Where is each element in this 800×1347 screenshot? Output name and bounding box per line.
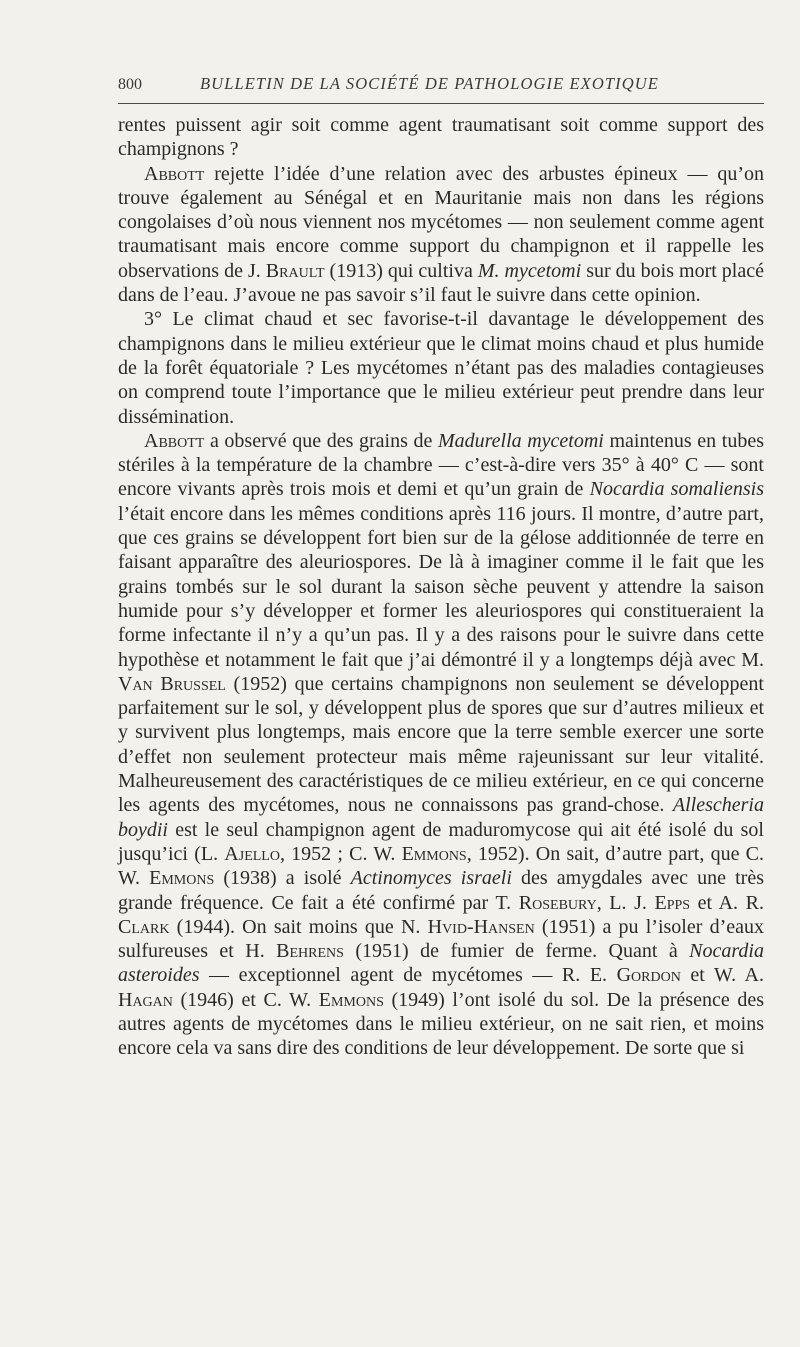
text-run: (1951) a pu l’isoler d’eaux sulfureuses et H. — [118, 915, 764, 963]
text-run: (1913) qui cultiva — [324, 259, 478, 282]
author-name: Brault — [265, 259, 325, 282]
text-run: — exceptionnel agent de mycétomes — R. E. — [199, 964, 617, 987]
text-run: sur du bois mort placé dans de l’eau. J’avoue ne pas savoir s’il faut le suivre dans cette opinion. — [118, 259, 764, 307]
text-run: maintenus en tubes stériles à la température de la chambre — c’est-à-dire vers 35° à 40° C — sont encore vivants après trois mois et demi et qu’un grain de — [118, 429, 764, 501]
author-name: Epps — [654, 891, 691, 914]
text-run: (1949) l’ont isolé du sol. De la présence des autres agents de mycétomes dans le milieu extérieur, on ne sait rien, et moins encore cela va sans dire des conditions de leur développement. De sorte que si — [118, 988, 764, 1060]
author-name: Emmons — [149, 867, 215, 890]
paragraph-2 — [118, 162, 764, 308]
author-name: Ajello — [224, 842, 280, 865]
text-run: , 1952). On sait, d’autre part, que C. W. — [118, 842, 764, 890]
author-name: Van Brussel — [118, 672, 226, 695]
text-run: , 1952 ; C. W. — [279, 842, 402, 865]
header-rule — [118, 103, 764, 104]
paragraph-3 — [118, 307, 764, 428]
text-run: , L. J. — [596, 891, 655, 914]
italic-text: M. mycetomi — [477, 259, 582, 282]
author-name: Clark — [118, 915, 170, 938]
text-run: (1946) et C. W. — [172, 988, 319, 1011]
text-run: rentes puissent agir soit comme agent traumatisant soit comme support des champignons ? — [118, 114, 764, 161]
author-name: Hvid-Hansen — [427, 915, 535, 938]
author-name: Hagan — [118, 988, 173, 1011]
paragraph-1 — [118, 113, 764, 162]
author-name: Abbott — [144, 429, 205, 452]
text-run: et W. A. — [680, 964, 765, 987]
author-name: Behrens — [276, 940, 344, 963]
author-name: Emmons — [401, 842, 467, 865]
body-text — [118, 113, 764, 1061]
italic-text: Allescheria boydii — [118, 794, 764, 841]
text-run: l’était encore dans les mêmes conditions après 116 jours. Il montre, d’autre part, que ces grains se développent fort bien sur de la gélose additionnée de terre en faisant apparaître des aleuriospores. De là à imaginer comme il le fait que les grains tombés sur le sol durant la saison sèche peuvent y attendre la saison humide pour s’y développer et former les aleuriospores qui constitueraient la forme infectante il n’y a qu’un pas. Il y a des raisons pour le suivre dans cette hypothèse et notamment le fait que j’ai démontré il y a longtemps déjà avec M. — [118, 502, 764, 671]
text-run: (1944). On sait moins que N. — [169, 915, 428, 938]
text-run: est le seul champignon agent de maduromycose qui ait été isolé du sol jusqu’ici (L. — [118, 818, 764, 865]
text-run: (1938) a isolé — [214, 867, 351, 890]
text-run: des amygdales avec une très grande fréquence. Ce fait a été confirmé par T. — [118, 867, 764, 914]
paragraph-4 — [118, 429, 764, 1061]
author-name: Rosebury — [518, 891, 597, 914]
italic-text: Actinomyces israeli — [350, 867, 512, 890]
text-run: (1952) que certains champignons non seulement se développent parfaitement sur le sol, y développent plus de spores que sur d’autres milieux et y survivent plus longtemps, mais encore que la terre semble exercer une sorte d’effet non seulement protecteur mais même rajeunissant sur leur vitalité. Malheureusement des caractéristiques de ce milieu extérieur, en ce qui concerne les agents des mycétomes, nous ne connaissons pas grand-chose. — [118, 672, 764, 817]
author-name: Abbott — [144, 162, 205, 185]
author-name: Emmons — [318, 988, 384, 1011]
text-run: 3° Le climat chaud et sec favorise-t-il davantage le développement des champignons dans le milieu extérieur que le climat moins chaud et plus humide de la forêt équatoriale ? Les mycétomes n’étant pas des maladies contagieuses on comprend toute l’importance que le milieu extérieur peut prendre dans leur dissémination. — [118, 308, 764, 428]
text-run: a observé que des grains de — [204, 429, 438, 452]
text-run: rejette l’idée d’une relation avec des arbustes épineux — qu’on trouve également au Sénégal et en Mauritanie mais non dans les régions congolaises d’où nous viennent nos mycétomes — non seulement comme agent traumatisant mais encore comme support du champignon et il rappelle les observations de J. — [118, 162, 764, 282]
italic-text: Nocardia somaliensis — [589, 478, 764, 501]
text-run: (1951) de fumier de ferme. Quant à — [343, 940, 690, 963]
italic-text: Madurella mycetomi — [437, 429, 604, 452]
page-number: 800 — [118, 76, 142, 93]
running-title: BULLETIN DE LA SOCIÉTÉ DE PATHOLOGIE EXOTIQUE — [200, 74, 659, 93]
italic-text: Nocardia asteroides — [118, 940, 764, 987]
page-header — [118, 72, 764, 102]
author-name: Gordon — [616, 964, 681, 987]
text-run: et A. R. — [690, 891, 764, 914]
